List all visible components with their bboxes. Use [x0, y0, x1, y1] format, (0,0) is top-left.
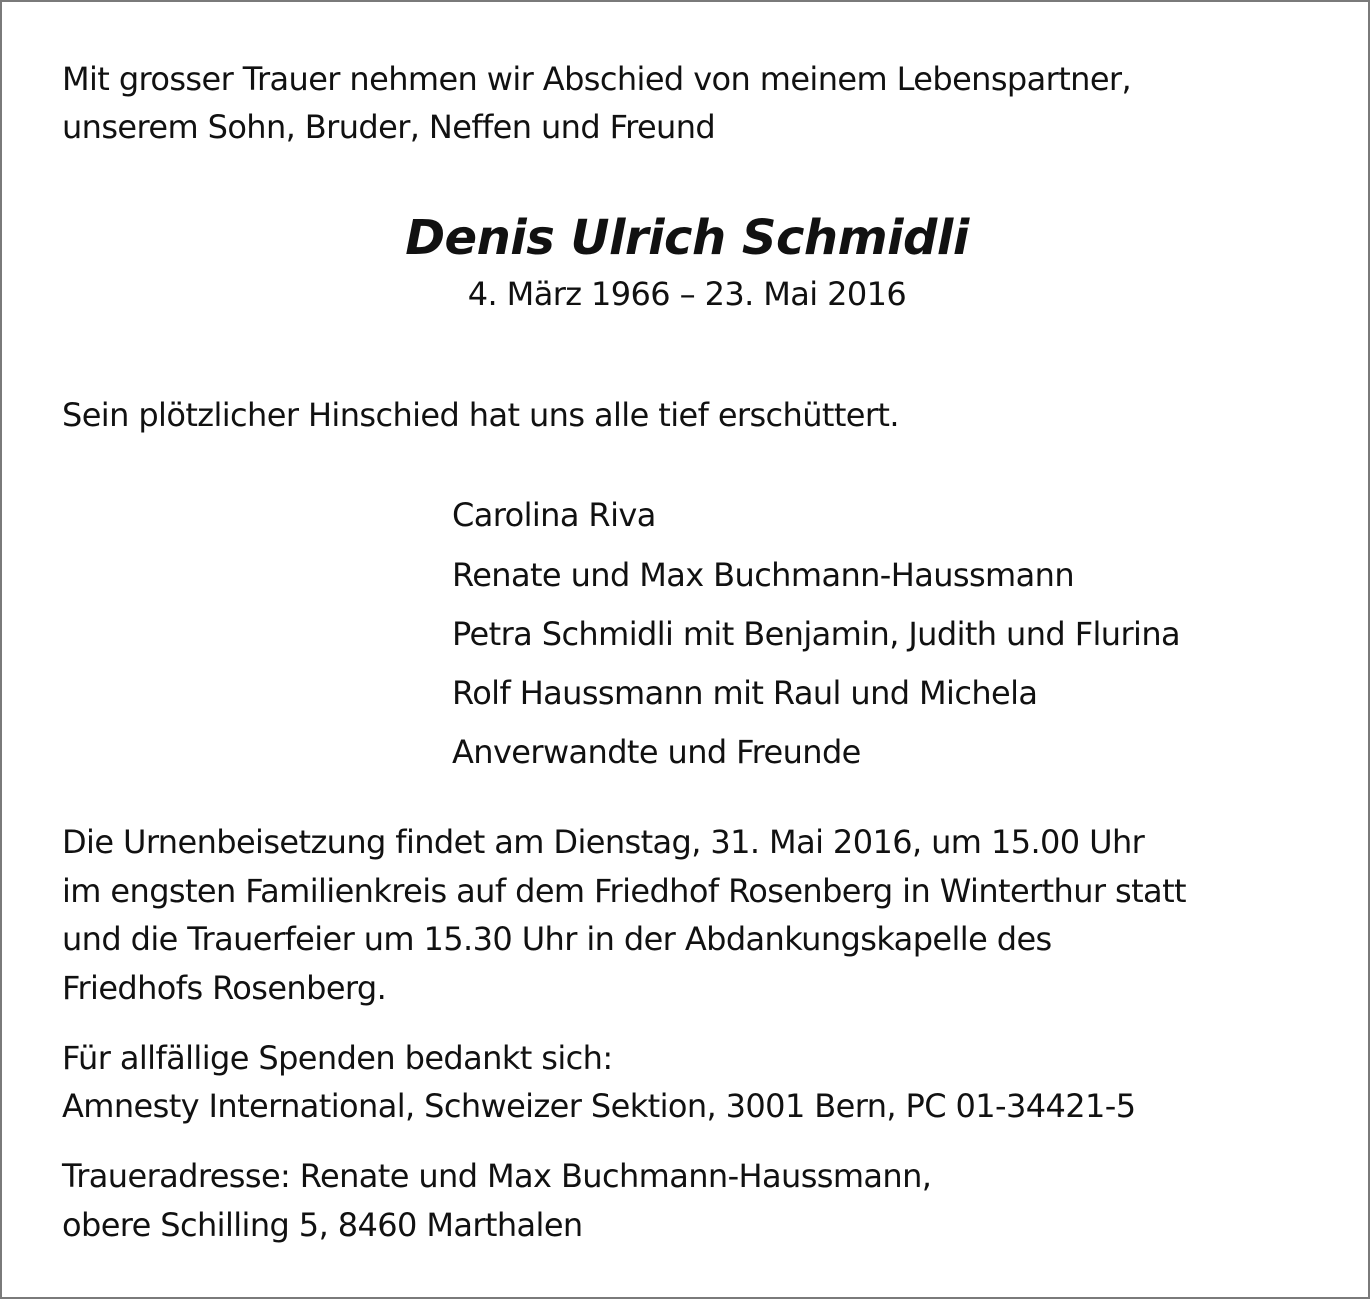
intro-line-1: Mit grosser Trauer nehmen wir Abschied von meinem Lebenspartner, [62, 60, 1132, 98]
statement: Sein plötzlicher Hinschied hat uns alle tief erschüttert. [62, 396, 899, 434]
mourner-5: Anverwandte und Freunde [452, 733, 861, 771]
donations-line-2: Amnesty International, Schweizer Sektion, 3001 Bern, PC 01-34421-5 [62, 1087, 1136, 1125]
address-line-1: Traueradresse: Renate und Max Buchmann-Haussmann, [62, 1157, 932, 1195]
funeral-line-3: und die Trauerfeier um 15.30 Uhr in der Abdankungskapelle des [62, 920, 1052, 958]
funeral-line-2: im engsten Familienkreis auf dem Friedhof Rosenberg in Winterthur statt [62, 872, 1186, 910]
donations-line-1: Für allfällige Spenden bedankt sich: [62, 1039, 613, 1077]
intro-line-2: unserem Sohn, Bruder, Neffen und Freund [62, 108, 716, 146]
mourner-1: Carolina Riva [452, 496, 656, 534]
funeral-line-4: Friedhofs Rosenberg. [62, 969, 387, 1007]
funeral-line-1: Die Urnenbeisetzung findet am Dienstag, 31. Mai 2016, um 15.00 Uhr [62, 823, 1145, 861]
mourner-3: Petra Schmidli mit Benjamin, Judith und Flurina [452, 615, 1181, 653]
mourner-2: Renate und Max Buchmann-Haussmann [452, 556, 1074, 594]
address-line-2: obere Schilling 5, 8460 Marthalen [62, 1206, 583, 1244]
mourner-4: Rolf Haussmann mit Raul und Michela [452, 674, 1038, 712]
deceased-name: Denis Ulrich Schmidli [405, 210, 969, 266]
deceased-dates: 4. März 1966 – 23. Mai 2016 [467, 275, 907, 313]
